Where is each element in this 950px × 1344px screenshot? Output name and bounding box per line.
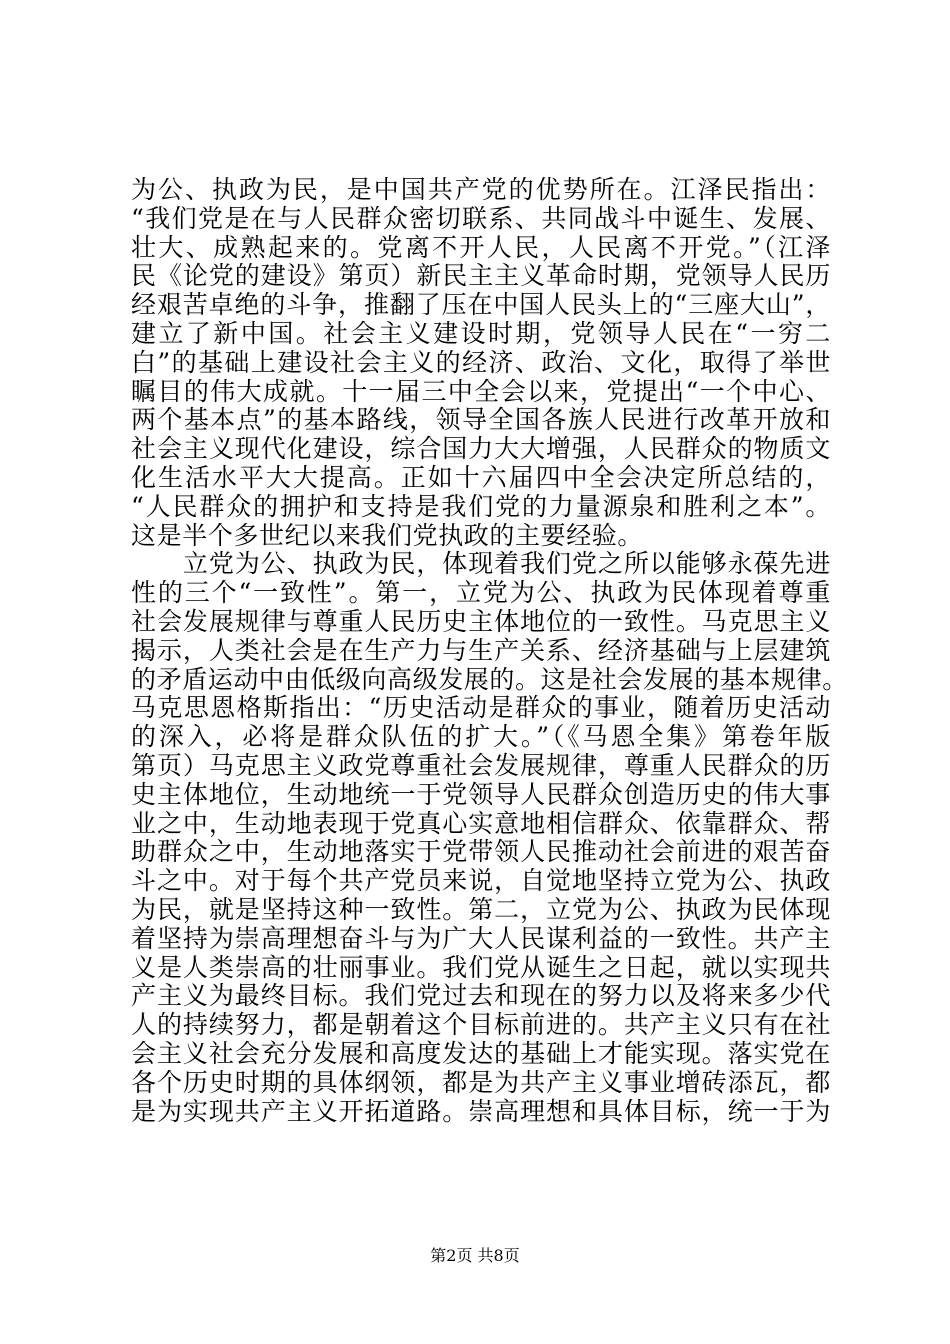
text-line: 这是半个多世纪以来我们党执政的主要经验。: [131, 520, 644, 550]
text-line: 是为实现共产主义开拓道路。崇高理想和具体目标，统一于为: [131, 1096, 831, 1126]
text-line: 化生活水平大大提高。正如十六届四中全会决定所总结的，: [131, 462, 831, 492]
text-line: 民《论党的建设》第页）新民主主义革命时期，党领导人民历: [131, 261, 831, 291]
text-line: 社会主义现代化建设，综合国力大大增强，人民群众的物质文: [131, 434, 831, 464]
text-line: 会主义社会充分发展和高度发达的基础上才能实现。落实党在: [131, 1038, 831, 1068]
text-line: 第页）马克思主义政党尊重社会发展规律，尊重人民群众的历: [131, 750, 831, 780]
text-line: 的深入，必将是群众队伍的扩大。”（《马恩全集》第卷年版: [131, 722, 831, 752]
text-line: 揭示，人类社会是在生产力与生产关系、经济基础与上层建筑: [131, 635, 831, 665]
text-line: 人的持续努力，都是朝着这个目标前进的。共产主义只有在社: [131, 1010, 831, 1040]
text-line: 产主义为最终目标。我们党过去和现在的努力以及将来多少代: [131, 981, 831, 1011]
page-number-footer: 第2页 共8页: [430, 1246, 520, 1265]
text-line: 壮大、成熟起来的。党离不开人民，人民离不开党。”（江泽: [131, 232, 831, 262]
text-line: 为公、执政为民，是中国共产党的优势所在。江泽民指出：: [131, 175, 831, 204]
text-line: 经艰苦卓绝的斗争，推翻了压在中国人民头上的“三座大山”，: [131, 290, 831, 320]
text-line: 为民，就是坚持这种一致性。第二，立党为公、执政为民体现: [131, 894, 831, 924]
text-line: 义是人类崇高的壮丽事业。我们党从诞生之日起，就以实现共: [131, 952, 831, 982]
text-line: 性的三个“一致性”。第一，立党为公、执政为民体现着尊重: [131, 578, 831, 608]
text-line: 社会发展规律与尊重人民历史主体地位的一致性。马克思主义: [131, 606, 831, 636]
text-line: 史主体地位，生动地统一于党领导人民群众创造历史的伟大事: [131, 779, 831, 809]
text-line: 白”的基础上建设社会主义的经济、政治、文化，取得了举世: [131, 347, 831, 377]
text-line: 着坚持为崇高理想奋斗与为广大人民谋利益的一致性。共产主: [131, 923, 831, 953]
text-line: 建立了新中国。社会主义建设时期，党领导人民在“一穷二: [131, 318, 831, 348]
text-line: 马克思恩格斯指出：“历史活动是群众的事业，随着历史活动: [131, 693, 831, 723]
text-line: 瞩目的伟大成就。十一届三中全会以来，党提出“一个中心、: [131, 376, 831, 406]
text-line: 各个历史时期的具体纲领，都是为共产主义事业增砖添瓦，都: [131, 1067, 831, 1097]
body-text: [131, 175, 848, 1126]
text-line: 立党为公、执政为民，体现着我们党之所以能够永葆先进: [131, 549, 831, 579]
text-line: 助群众之中，生动地落实于党带领人民推动社会前进的艰苦奋: [131, 837, 831, 867]
text-line: “我们党是在与人民群众密切联系、共同战斗中诞生、发展、: [131, 203, 831, 233]
text-line: 两个基本点”的基本路线，领导全国各族人民进行改革开放和: [131, 405, 831, 435]
text-line: 的矛盾运动中由低级向高级发展的。这是社会发展的基本规律。: [131, 664, 848, 694]
text-line: 斗之中。对于每个共产党员来说，自觉地坚持立党为公、执政: [131, 866, 831, 896]
text-line: 业之中，生动地表现于党真心实意地相信群众、依靠群众、帮: [131, 808, 831, 838]
text-line: “人民群众的拥护和支持是我们党的力量源泉和胜利之本”。: [131, 491, 831, 521]
